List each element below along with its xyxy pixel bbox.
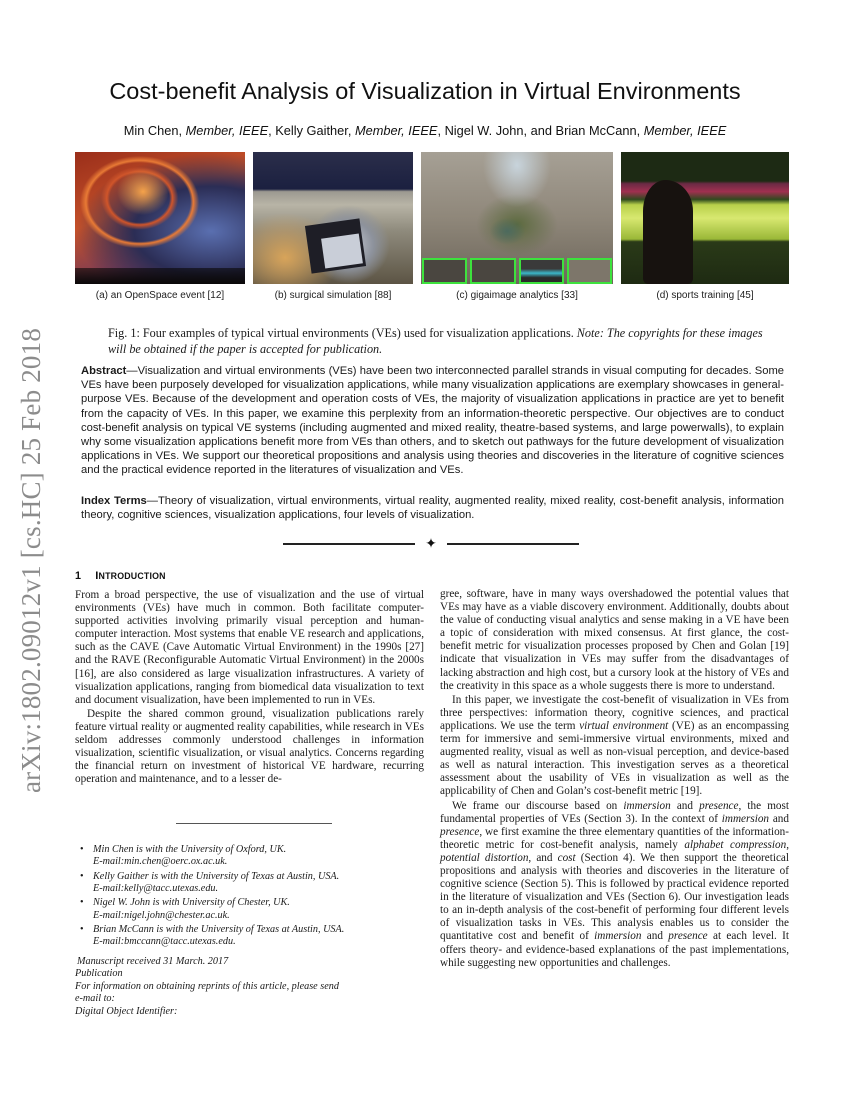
footnote-item: [80, 871, 430, 895]
footnote-rule: [176, 823, 332, 824]
gigaimage-thumbnails: [421, 258, 613, 284]
manuscript-received: Manuscript received 31 March. 2017: [77, 956, 229, 967]
emphasis: alphabet compression: [684, 838, 787, 851]
text-run: at each level. It offers theory- and evidence-based explanations of the past implementations, while suggesting new opportunities and challenges.: [440, 930, 790, 969]
footnote-email: E-mail:kelly@tacc.utexas.edu.: [93, 882, 219, 894]
sports-photo-icon: [621, 152, 789, 284]
thumbnail: [567, 258, 612, 284]
emphasis: virtual environment: [579, 719, 669, 732]
surgical-photo-icon: [253, 152, 413, 284]
text-run: , the most fundamental properties of VEs (Section 3). In the context of: [440, 799, 789, 825]
thumbnail: [422, 258, 467, 284]
index-terms-text: —Theory of visualization, virtual environments, virtual reality, augmented reality, mixed reality, cost-benefit analysis, information theory, cognitive sciences, visualization applications, four levels of visualization.: [81, 495, 784, 522]
abstract: [81, 364, 784, 478]
thumbnail: [470, 258, 515, 284]
thumbnail: [519, 258, 564, 284]
separator: ,: [636, 123, 644, 138]
publication-line: Publication: [75, 968, 123, 980]
text-run: (VE) as an encompassing term for immersive and semi-immersive virtual environments, mixed and augmented reality, visual as well as non-visual perception, and device-based as well as natural interaction. This investigation serves as a theoretical assessment about the usability of VEs in visualization as well as the applicability of Chen and Golan’s cost-benefit metric [19].: [440, 719, 789, 798]
emphasis: immersion: [721, 812, 770, 825]
abstract-label: Abstract: [81, 365, 127, 377]
author-name: Min Chen: [123, 123, 179, 138]
text-run: and: [670, 799, 700, 812]
subfigure-caption-a: (a) an OpenSpace event [12]: [95, 290, 225, 301]
index-terms: [81, 494, 784, 522]
text-run: and: [769, 812, 789, 825]
emphasis: presence: [699, 799, 739, 812]
separator: ,: [437, 123, 445, 138]
author-name: Nigel W. John: [444, 123, 524, 138]
footnote-email: E-mail:min.chen@oerc.ox.ac.uk.: [93, 856, 228, 868]
footnote-email: E-mail:bmccann@tacc.utexas.edu.: [93, 936, 236, 948]
footnote-email: E-mail:nigel.john@chester.ac.uk.: [93, 909, 230, 921]
email-to-line: e-mail to:: [75, 993, 115, 1005]
section-divider: [283, 536, 579, 552]
figure-caption: [108, 325, 768, 357]
text-run: ,: [786, 838, 789, 851]
footnote-affiliation: Min Chen is with the University of Oxford, UK.: [93, 844, 287, 855]
separator: ,: [347, 123, 355, 138]
gigaimage-photo-icon: [421, 152, 613, 284]
text-run: (Section 4). We then support the theoretical propositions and analysis with theories and discoveries in the literature of cognitive science (Section 5). This is followed by practical evidence reported in the literature of visualization and VEs (Section 6). Our investigation leads to an in-depth analysis of the cost-benefit of performing four different levels of visualization tasks in VEs. This analysis enables us to consider the quantitative cost and benefit of: [440, 851, 789, 943]
separator: ,: [178, 123, 186, 138]
footnote-affiliation: Kelly Gaither is with the University of Texas at Austin, USA.: [93, 870, 340, 882]
subfigure-caption-d: (d) sports training [45]: [656, 290, 754, 301]
paragraph: [440, 694, 789, 799]
subfigure-caption-c: (c) gigaimage analytics [33]: [456, 290, 578, 301]
emphasis: presence: [668, 930, 708, 943]
openspace-photo-icon: [75, 152, 245, 284]
author-name: Brian McCann: [555, 123, 637, 138]
separator: ,: [268, 123, 276, 138]
paragraph: Despite the shared common ground, visualization publications rarely feature virtual reality or augmented reality capabilities, while research in VEs seldom addresses commonly understood challenges in information visualization, scientific visualization, or visual analytics. Concerns regarding the financial return on investment of historical VE hardware, recurring operation and maintenance, and to a lesser de-: [75, 707, 424, 786]
arxiv-stamp-text: arXiv:1802.09012v1 [cs.HC] 25 Feb 2018: [16, 327, 47, 793]
emphasis: cost: [557, 851, 576, 864]
index-terms-label: Index Terms: [81, 495, 147, 507]
doi-line: Digital Object Identifier:: [75, 1005, 178, 1017]
section-title-rest: NTRODUCTION: [98, 571, 166, 581]
footnote-item: [80, 897, 430, 921]
author-title: Member, IEEE: [354, 123, 438, 138]
figure-1: [75, 152, 789, 284]
diamond-ornament-icon: ✦: [425, 536, 437, 552]
emphasis: immersion: [623, 799, 671, 812]
arxiv-stamp: [12, 290, 52, 830]
footnote-item: [80, 844, 430, 868]
emphasis: immersion: [594, 930, 642, 943]
figure-caption-text: Four examples of typical virtual environments (VEs) used for visualization applications.: [139, 326, 577, 340]
section-title-initial: I: [95, 570, 99, 582]
paper-title: Cost-benefit Analysis of Visualization in Virtual Environments: [109, 78, 741, 104]
bullet-icon: •: [80, 844, 84, 855]
author-title: Member, IEEE: [643, 123, 727, 138]
text-run: , and: [528, 851, 558, 864]
figure-caption-note: Note: The copyrights for these images will be obtained if the paper is accepted for publication.: [108, 326, 763, 356]
author-footnotes: [80, 844, 430, 951]
divider-line: [447, 543, 579, 545]
author-title: Member, IEEE: [185, 123, 269, 138]
text-run: , we first examine the three elementary quantities of the information-theoretic metric for cost-benefit analysis, namely: [440, 825, 789, 851]
text-run: and: [641, 930, 669, 943]
paragraph: gree, software, have in many ways overshadowed the potential values that VEs may have as a viable discovery environment. Additionally, doubts about the value of conducting visual analytics and sense making in a VE have been a topic of consideration with mixed consensus. At first glance, the cost-benefit metric for visualization processes proposed by Chen and Golan [19] indicate that visualization in VEs may suffer from the disadvantages of lacking abstraction and high cost, but a cursory look at the history of VEs and the creativity in this space as a whole suggests there is more to understand.: [440, 588, 789, 692]
footnote-item: [80, 924, 430, 948]
bullet-icon: •: [80, 897, 84, 909]
figure-label: Fig. 1:: [108, 326, 140, 340]
text-run: In this paper, we investigate the cost-benefit of visualization in VEs from three perspectives: information theory, cognitive sciences, and practical applications. We use the term: [440, 693, 789, 732]
footnote-affiliation: Nigel W. John is with University of Chester, UK.: [93, 897, 290, 909]
reprints-line: For information on obtaining reprints of this article, please send: [75, 980, 339, 992]
text-run: We frame our discourse based on: [452, 799, 624, 812]
bullet-icon: •: [80, 924, 84, 936]
body-column-right: [440, 588, 789, 970]
separator: , and: [523, 123, 556, 138]
section-number: 1: [75, 570, 82, 582]
bullet-icon: •: [80, 870, 84, 882]
paragraph: [440, 800, 789, 970]
author-list: [0, 123, 850, 138]
abstract-text: —Visualization and virtual environments (VEs) have been two interconnected parallel strands in visual computing for decades. Some VEs have been purposely developed for visualization applications, while many visualization applications are exemplary showcases in general-purpose VEs. Because of the development and operation costs of VEs, the majority of visualization applications in practice are yet to benefit from the capacity of VEs. In this paper, we examine this perplexity from an information-theoretic perspective. Our objectives are to conduct cost-benefit analysis on typical VE systems (including augmented and mixed reality, theatre-based systems, and large powerwalls), to explain why some visualization applications benefit more from VEs than others, and to sketch out pathways for the future development of visualization applications in VEs. We support our theoretical propositions and analysis using theories and discoveries in the literature of cognitive sciences and the practical evidence reported in the literatures of visualization and VEs.: [81, 365, 784, 477]
emphasis: presence: [440, 825, 480, 838]
footnote-affiliation: Brian McCann is with the University of Texas at Austin, USA.: [93, 924, 345, 936]
body-column-left: [75, 589, 424, 786]
emphasis: potential distortion: [440, 851, 529, 864]
paragraph: From a broad perspective, the use of visualization and the use of virtual environments (VEs) have much in common. Both facilitate computer-supported activities involving primarily visual perception and human-computer interaction. Most systems that enable VE research and applications, such as the CAVE (Cave Automatic Virtual Environment) in the 1990s [27] and the RAVE (Reconfigurable Automatic Virtual Environment) in the 2000s [16], are also considered as large visualization infrastructures. A variety of visualization applications, ranging from biomedical data visualization to text and document visualization, have been implemented to run in VEs.: [75, 589, 424, 706]
subfigure-caption-b: (b) surgical simulation [88]: [274, 290, 392, 301]
manuscript-info: [75, 956, 425, 1018]
section-heading: [75, 570, 166, 582]
divider-line: [283, 543, 415, 545]
author-name: Kelly Gaither: [275, 123, 348, 138]
